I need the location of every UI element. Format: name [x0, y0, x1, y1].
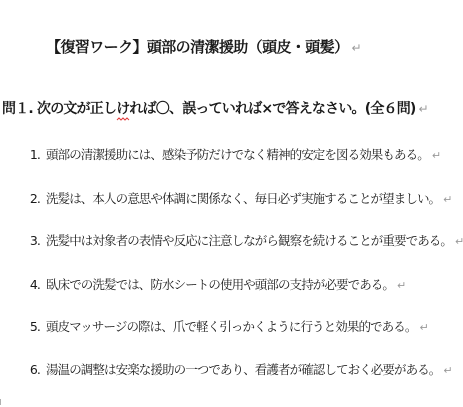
item-text: 臥床での洗髪では、防水シートの使用や頭部の支持が必要である。: [46, 277, 395, 292]
item-number: 5.: [29, 319, 40, 334]
list-item: [27, 360, 452, 378]
list-item: [27, 189, 451, 207]
item-number: 3.: [29, 233, 40, 248]
document-title: 【復習ワーク】頭部の清潔援助（頭皮・頭髪）: [46, 38, 349, 56]
paragraph-mark-icon: ↵: [455, 235, 463, 248]
item-text: 頭部の清潔援助には、感染予防だけでなく精神的安定を図る効果もある。: [46, 147, 429, 162]
list-item: [27, 317, 428, 335]
paragraph-mark-icon: ↵: [351, 41, 361, 55]
list-item: [27, 231, 463, 249]
item-text: 洗髪は、本人の意思や体調に関係なく、毎日必ず実施することが望ましい。: [46, 191, 441, 206]
item-number: 2.: [29, 191, 40, 206]
paragraph-mark-icon: ↵: [443, 193, 452, 206]
margin-marker: [0, 399, 4, 405]
question-text: 問１. 次の文が正しければ〇、誤っていれば×で答えなさい。(全６問): [2, 101, 416, 117]
item-number: 6.: [29, 362, 40, 377]
list-item: [27, 275, 405, 293]
question-heading: [2, 98, 428, 118]
item-number: 4.: [29, 277, 40, 292]
spellcheck-squiggle-icon: [117, 117, 129, 121]
item-text: 頭皮マッサージの際は、爪で軽く引っかくように行うと効果的である。: [46, 319, 417, 334]
item-number: 1.: [29, 147, 40, 162]
list-item: [27, 145, 440, 163]
document-title-line: [0, 36, 407, 57]
paragraph-mark-icon: ↵: [418, 102, 428, 116]
paragraph-mark-icon: ↵: [397, 279, 406, 292]
item-text: 洗髪中は対象者の表情や反応に注意しながら観察を続けることが重要である。: [46, 233, 453, 248]
paragraph-mark-icon: ↵: [443, 364, 452, 377]
paragraph-mark-icon: ↵: [431, 149, 441, 162]
paragraph-mark-icon: ↵: [419, 321, 428, 334]
item-text: 湯温の調整は安楽な援助の一つであり、看護者が確認しておく必要がある。: [46, 362, 441, 377]
